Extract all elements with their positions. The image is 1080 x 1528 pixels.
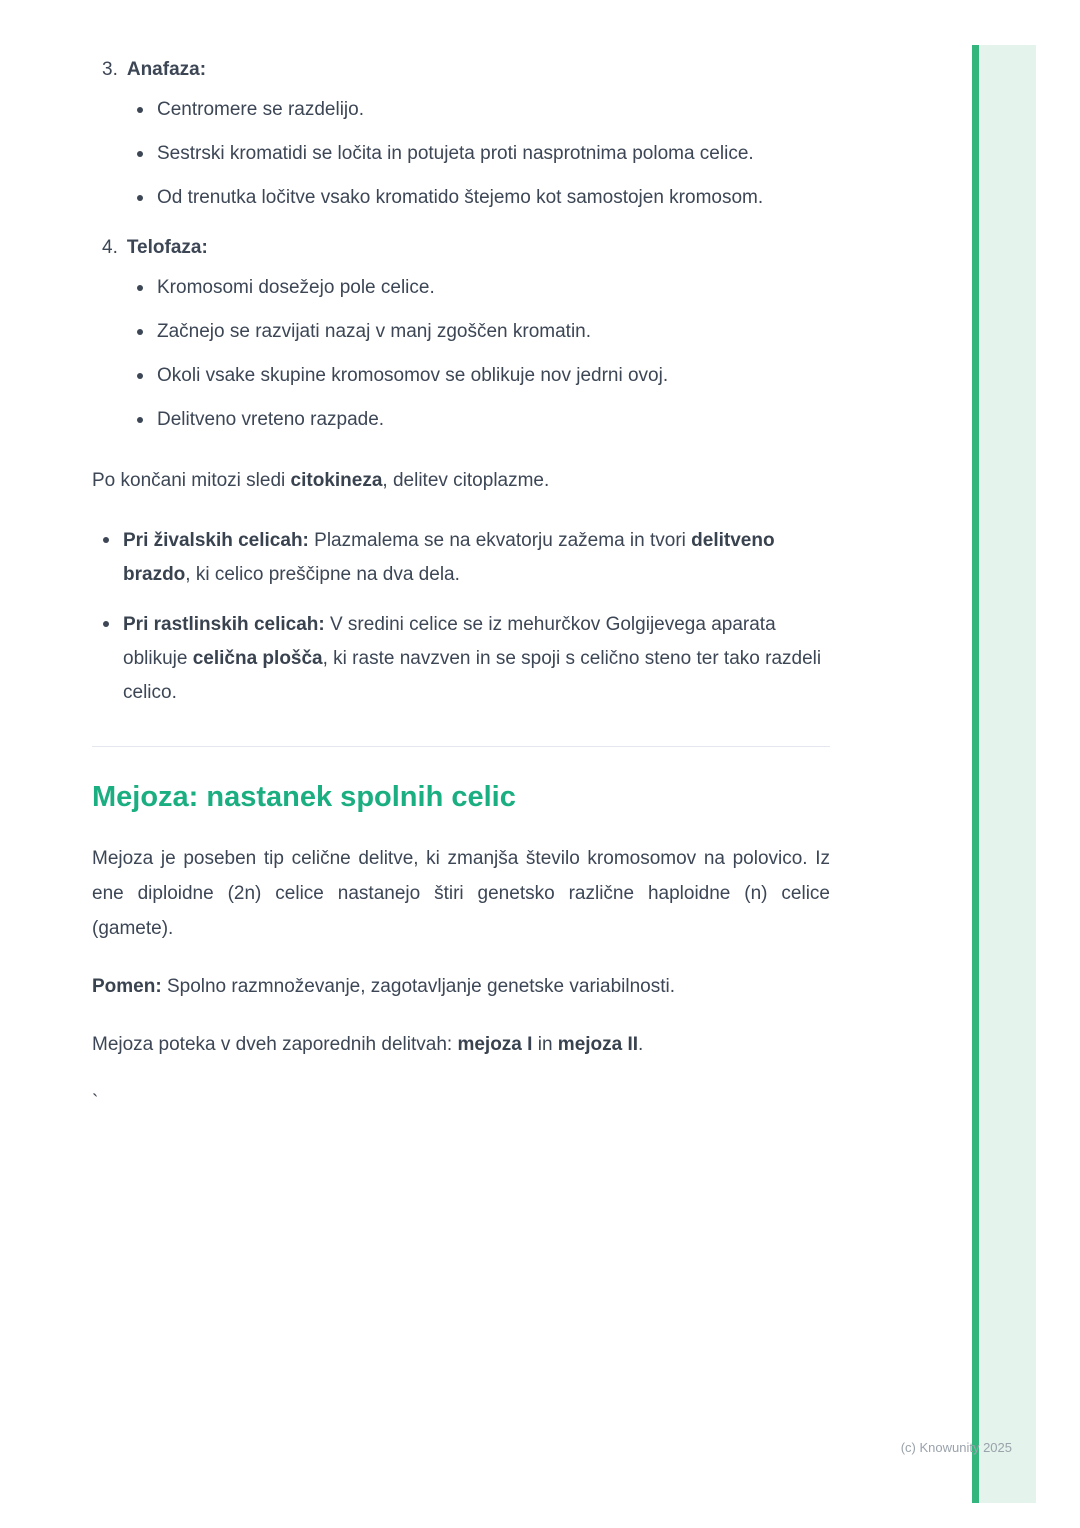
paragraph-mejoza-delitve bbox=[92, 1028, 830, 1062]
text-segment: Po končani mitozi sledi bbox=[92, 470, 291, 491]
list-item-text bbox=[123, 524, 830, 592]
text-segment: , delitev citoplazme. bbox=[382, 470, 550, 491]
section-number: 3. bbox=[102, 59, 118, 80]
bold-text: mejoza II bbox=[557, 1034, 639, 1055]
copyright-footer: (c) Knowunity 2025 bbox=[900, 1440, 1012, 1455]
list-item bbox=[92, 94, 830, 126]
bold-text: celična plošča bbox=[192, 648, 323, 669]
paragraph-mejoza-intro: Mejoza je poseben tip celične delitve, ki zmanjša število kromosomov na polovico. Iz ene diploidne (2n) celice nastanejo štiri genetsko različne haploidne (n) celice (gamete). bbox=[92, 848, 830, 939]
list-item-text: Centromere se razdelijo. bbox=[157, 99, 364, 120]
section-title: Anafaza: bbox=[126, 59, 207, 80]
paragraph-pomen bbox=[92, 970, 830, 1004]
list-item-text: Okoli vsake skupine kromosomov se oblikuje nov jedrni ovoj. bbox=[157, 365, 669, 386]
bold-text: mejoza I bbox=[457, 1034, 533, 1055]
list-item-text: Sestrski kromatidi se ločita in potujeta proti nasprotnima poloma celice. bbox=[157, 143, 754, 164]
bullet-icon bbox=[137, 272, 157, 304]
bold-text: citokineza bbox=[290, 470, 383, 491]
stray-backtick: ` bbox=[92, 1092, 99, 1113]
bold-text: delitveno brazdo bbox=[123, 530, 775, 585]
document-content bbox=[92, 50, 830, 1118]
text-segment: , ki raste navzven in se spoji s celično steno ter tako razdeli celico. bbox=[123, 648, 822, 703]
bullet-icon bbox=[137, 182, 157, 214]
text-segment: , ki celico preščipne na dva dela. bbox=[185, 564, 460, 585]
section-header-anafaza bbox=[92, 56, 830, 84]
text-segment: Mejoza poteka v dveh zaporednih delitvah: bbox=[92, 1034, 458, 1055]
citokineza-bullet-list bbox=[92, 524, 830, 710]
text-segment: Plazmalema se na ekvatorju zažema in tvori bbox=[308, 530, 692, 551]
list-item bbox=[92, 524, 830, 592]
bold-text: Pri rastlinskih celicah: bbox=[123, 614, 325, 635]
section-title: Telofaza: bbox=[126, 237, 208, 258]
anafaza-bullet-list bbox=[92, 94, 830, 214]
bold-text: Pri živalskih celicah: bbox=[123, 530, 309, 551]
list-item bbox=[92, 360, 830, 392]
bullet-icon bbox=[137, 360, 157, 392]
bullet-icon bbox=[137, 404, 157, 436]
list-item-text: Delitveno vreteno razpade. bbox=[157, 409, 385, 430]
bullet-icon bbox=[103, 524, 123, 592]
bullet-icon bbox=[137, 138, 157, 170]
bullet-icon bbox=[137, 316, 157, 348]
section-number: 4. bbox=[102, 237, 118, 258]
text-segment: . bbox=[638, 1034, 644, 1055]
section-header-telofaza bbox=[92, 234, 830, 262]
list-item-text: Začnejo se razvijati nazaj v manj zgoščen kromatin. bbox=[157, 321, 592, 342]
list-item bbox=[92, 138, 830, 170]
list-item-text: Kromosomi dosežejo pole celice. bbox=[157, 277, 435, 298]
text-segment: V sredini celice se iz mehurčkov Golgijevega aparata oblikuje bbox=[123, 614, 776, 669]
telofaza-bullet-list bbox=[92, 272, 830, 436]
heading-mejoza: Mejoza: nastanek spolnih celic bbox=[92, 781, 516, 813]
bullet-icon bbox=[103, 608, 123, 710]
right-accent-band bbox=[979, 45, 1036, 1503]
right-accent-line bbox=[972, 45, 979, 1503]
text-segment: Spolno razmnoževanje, zagotavljanje genetske variabilnosti. bbox=[161, 976, 675, 997]
list-item bbox=[92, 608, 830, 710]
section-divider bbox=[92, 746, 830, 747]
list-item-text bbox=[123, 608, 830, 710]
list-item bbox=[92, 272, 830, 304]
bold-text: Pomen: bbox=[92, 976, 162, 997]
list-item-text: Od trenutka ločitve vsako kromatido štejemo kot samostojen kromosom. bbox=[157, 187, 764, 208]
list-item bbox=[92, 316, 830, 348]
bullet-icon bbox=[137, 94, 157, 126]
paragraph-citokineza bbox=[92, 464, 830, 498]
text-segment: in bbox=[532, 1034, 558, 1055]
list-item bbox=[92, 182, 830, 214]
list-item bbox=[92, 404, 830, 436]
